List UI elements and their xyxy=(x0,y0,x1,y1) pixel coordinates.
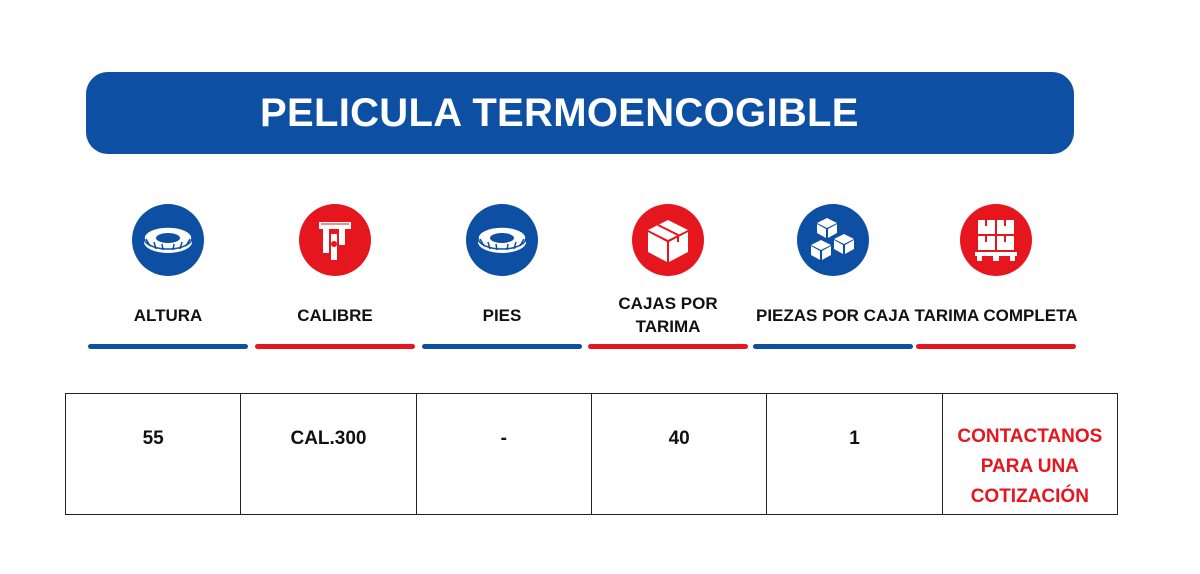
column-label-tarima-completa: TARIMA COMPLETA xyxy=(914,305,1078,325)
column-label-cajas-por-tarima: CAJAS POR TARIMA xyxy=(618,294,718,336)
box-icon xyxy=(632,204,704,276)
contact-cell xyxy=(942,394,1117,515)
value-pies: - xyxy=(416,394,591,515)
value-cajas-por-tarima: 40 xyxy=(591,394,766,515)
boxes-icon xyxy=(797,204,869,276)
column-label-pies: PIES xyxy=(482,305,522,325)
value-calibre: CAL.300 xyxy=(241,394,416,515)
caliper-icon xyxy=(299,204,371,276)
column-underline xyxy=(588,344,748,349)
table-row xyxy=(66,394,1118,515)
column-label-altura: ALTURA xyxy=(133,305,203,325)
column-label-calibre: CALIBRE xyxy=(297,305,373,325)
page-title: PELICULA TERMOENCOGIBLE xyxy=(260,91,859,135)
column-underline xyxy=(916,344,1076,349)
pallet-icon xyxy=(960,204,1032,276)
value-altura: 55 xyxy=(66,394,241,515)
contact-line: CONTACTANOS xyxy=(957,426,1103,447)
column-label-piezas-por-caja: PIEZAS POR CAJA xyxy=(756,305,910,325)
tape-measure-icon xyxy=(466,204,538,276)
spec-values-table xyxy=(65,393,1118,515)
contact-line: COTIZACIÓN xyxy=(970,486,1089,507)
tape-measure-icon xyxy=(132,204,204,276)
column-underline xyxy=(753,344,913,349)
column-underline xyxy=(422,344,582,349)
value-piezas-por-caja: 1 xyxy=(767,394,942,515)
contact-line: PARA UNA xyxy=(980,456,1079,477)
column-underline xyxy=(88,344,248,349)
column-underline xyxy=(255,344,415,349)
